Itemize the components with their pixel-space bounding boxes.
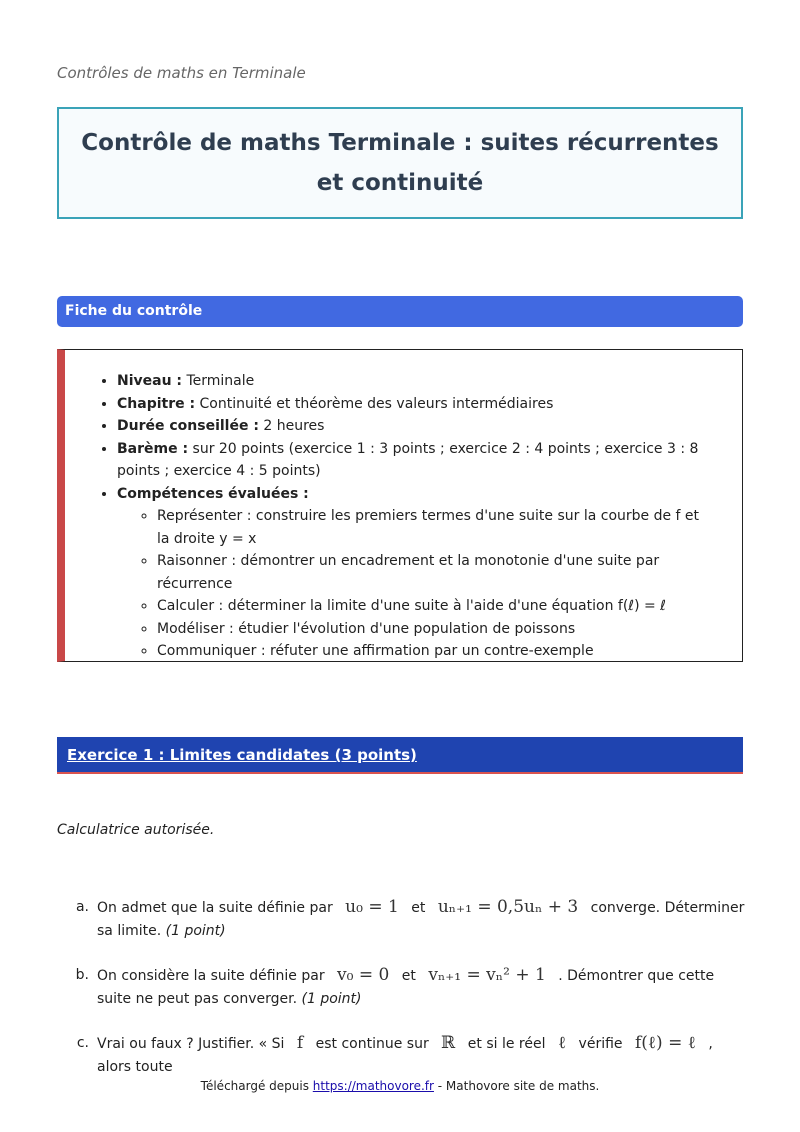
q-text: . Démontrer que cette suite ne peut pas converger. (97, 968, 715, 1007)
fiche-header: Fiche du contrôle (57, 296, 743, 327)
fiche-item-chapitre (117, 393, 712, 416)
q-math: v₀ = 0 (337, 965, 390, 985)
breadcrumb[interactable]: Contrôles de maths en Terminale (57, 64, 306, 82)
q-text: est continue sur (315, 1036, 429, 1052)
question-label: a. (75, 899, 89, 915)
question-b (57, 964, 747, 1011)
q-points: (1 point) (301, 991, 362, 1007)
question-c (57, 1032, 747, 1079)
q-text: On considère la suite définie par (97, 968, 325, 984)
q-math: vₙ₊₁ = vₙ² + 1 (428, 965, 546, 985)
fiche-item-niveau (117, 370, 712, 393)
q-math: f(ℓ) = ℓ (634, 1033, 696, 1053)
q-math: ℓ (557, 1033, 567, 1053)
footer-suffix: - Mathovore site de maths. (433, 1079, 600, 1093)
chapitre-value: Continuité et théorème des valeurs intermédiaires (195, 395, 554, 412)
q-text: et (411, 900, 426, 916)
q-text: converge. Déterminer sa limite. (97, 900, 745, 939)
footer (0, 1079, 800, 1093)
q-text: et si le réel (467, 1036, 546, 1052)
fiche-item-duree (117, 415, 712, 438)
q-text: vérifie (578, 1036, 623, 1052)
bareme-value: sur 20 points (exercice 1 : 3 points ; exercice 2 : 4 points ; exercice 3 : 8 points ; exercice 4 : 5 points) (117, 440, 699, 479)
fiche-item-bareme (117, 438, 712, 483)
niveau-value: Terminale (182, 373, 255, 389)
calculator-note: Calculatrice autorisée. (57, 822, 215, 838)
questions-list (57, 896, 747, 1079)
page-title: Contrôle de maths Terminale : suites récurrentes et continuité (81, 130, 719, 196)
q-text: Vrai ou faux ? Justifier. « Si (97, 1036, 285, 1052)
q-math: f (296, 1033, 304, 1053)
competence-item: ◦ Communiquer : réfuter une affirmation par un contre-exemple (157, 640, 712, 663)
q-text: On admet que la suite définie par (97, 900, 333, 916)
question-text (97, 896, 747, 943)
competence-item: ◦ Raisonner : démontrer un encadrement et la monotonie d'une suite par récurrence (157, 550, 712, 595)
chapitre-label: Chapitre : (117, 395, 196, 412)
fiche-box (57, 349, 743, 662)
competences-list (117, 505, 712, 663)
fiche-item-competences (117, 483, 712, 663)
q-math: ℝ (441, 1033, 456, 1053)
question-text (97, 1032, 747, 1079)
niveau-label: Niveau : (117, 373, 183, 389)
question-label: c. (76, 1035, 89, 1051)
q-math: uₙ₊₁ = 0,5uₙ + 3 (437, 897, 579, 917)
q-text: et (401, 968, 416, 984)
competences-label: Compétences évaluées : (117, 485, 309, 502)
duree-label: Durée conseillée : (117, 418, 259, 434)
q-text: , alors toute (97, 1036, 713, 1075)
question-text (97, 964, 747, 1011)
footer-link[interactable]: https://mathovore.fr (312, 1079, 434, 1093)
q-points: (1 point) (165, 923, 226, 939)
competence-item: ◦ Calculer : déterminer la limite d'une suite à l'aide d'une équation f(ℓ) = ℓ (157, 595, 712, 618)
footer-prefix: Téléchargé depuis (200, 1079, 313, 1093)
q-math: u₀ = 1 (345, 897, 399, 917)
bareme-label: Barème : (117, 440, 189, 457)
fiche-list (117, 370, 712, 663)
title-box (57, 107, 743, 219)
competence-item: ◦ Modéliser : étudier l'évolution d'une population de poissons (157, 618, 712, 641)
question-label: b. (75, 967, 89, 983)
competence-item: ◦ Représenter : construire les premiers termes d'une suite sur la courbe de f et la droite y = x (157, 505, 712, 550)
duree-value: 2 heures (258, 418, 325, 434)
exercise1-header[interactable]: Exercice 1 : Limites candidates (3 points) (57, 737, 743, 774)
question-a (57, 896, 747, 943)
